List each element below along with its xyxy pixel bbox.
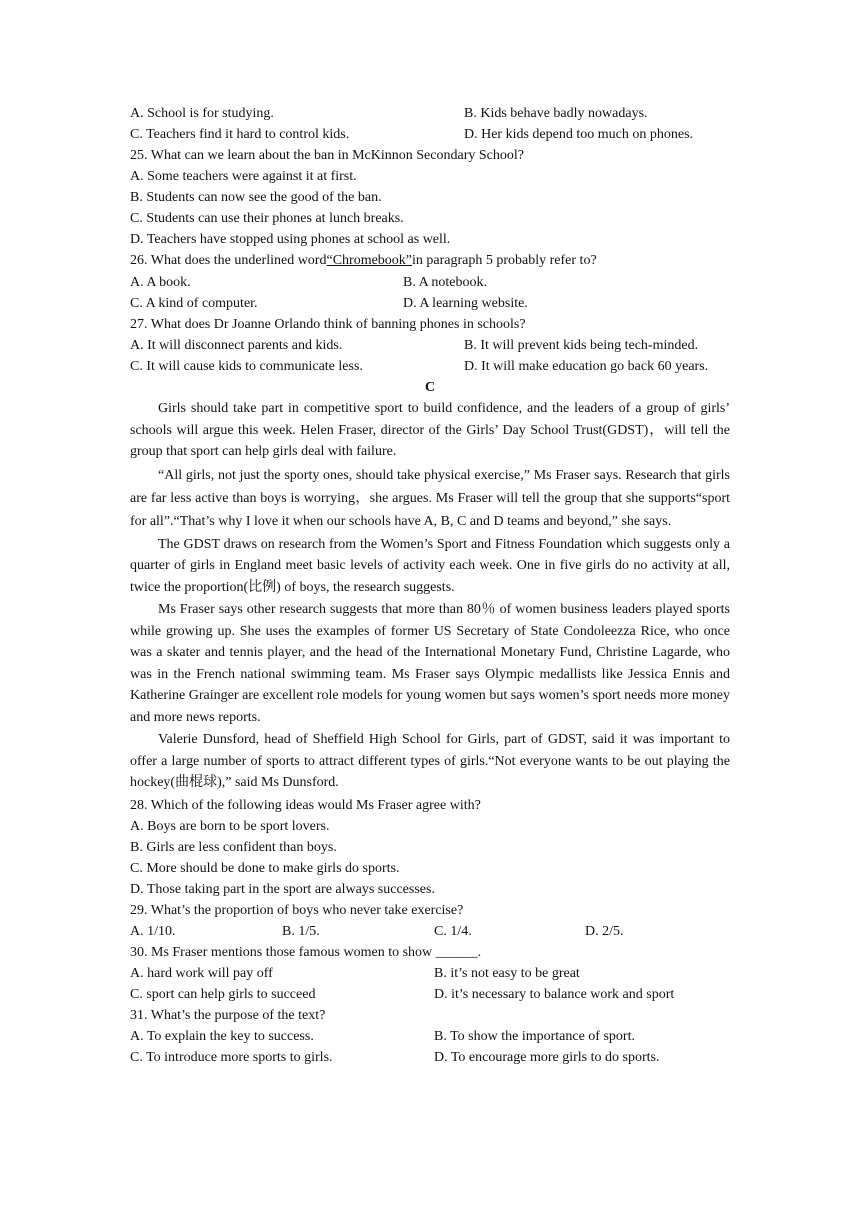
q25-option-c: C. Students can use their phones at lunch breaks. xyxy=(130,211,404,226)
q28-option-d: D. Those taking part in the sport are always successes. xyxy=(130,881,435,897)
q31-options-row-2 xyxy=(130,1047,730,1068)
q25-stem: 25. What can we learn about the ban in McKinnon Secondary School? xyxy=(130,148,524,163)
q24-option-d: D. Her kids depend too much on phones. xyxy=(464,127,694,142)
q24-option-c: C. Teachers find it hard to control kids. xyxy=(130,127,350,142)
q27-option-c: C. It will cause kids to communicate less. xyxy=(130,359,363,374)
section-c-heading: C xyxy=(424,380,436,395)
passage-paragraph-3: The GDST draws on research from the Women’s Sport and Fitness Foundation which suggests only a quarter of girls in England meet basic levels of activity each week. One in five girls do no activity at all, twice the proportion(比例) of boys, the research suggests. xyxy=(130,536,730,595)
q24-option-b: B. Kids behave badly nowadays. xyxy=(464,106,648,121)
q25-option-b: B. Students can now see the good of the ban. xyxy=(130,190,382,205)
q30-options-row-1 xyxy=(130,963,730,984)
q30-option-b: B. it’s not easy to be great xyxy=(434,965,580,981)
q28-option-a: A. Boys are born to be sport lovers. xyxy=(130,818,330,834)
q27-options-row-1 xyxy=(130,335,730,356)
q29-option-a: A. 1/10. xyxy=(130,923,176,939)
passage-paragraph-5: Valerie Dunsford, head of Sheffield High School for Girls, part of GDST, said it was important to offer a large number of sports to attract different types of girls.“Not everyone wants to be out playing the hockey(曲棍球),” said Ms Dunsford. xyxy=(130,732,730,790)
q28-option-b: B. Girls are less confident than boys. xyxy=(130,839,337,855)
q28-stem: 28. Which of the following ideas would Ms Fraser agree with? xyxy=(130,797,481,813)
q31-option-a: A. To explain the key to success. xyxy=(130,1028,314,1044)
q30-stem: 30. Ms Fraser mentions those famous women to show ______. xyxy=(130,944,482,960)
q25-option-a: A. Some teachers were against it at first. xyxy=(130,169,357,184)
q26-underlined-word: “Chromebook” xyxy=(326,253,413,268)
q31-option-c: C. To introduce more sports to girls. xyxy=(130,1049,333,1065)
q26-options-row-1 xyxy=(130,272,730,293)
q29-stem: 29. What’s the proportion of boys who never take exercise? xyxy=(130,902,464,918)
q31-option-b: B. To show the importance of sport. xyxy=(434,1028,635,1044)
q26-option-d: D. A learning website. xyxy=(403,296,528,311)
q26-option-b: B. A notebook. xyxy=(403,275,488,290)
q24-option-a: A. School is for studying. xyxy=(130,106,274,121)
q26-option-c: C. A kind of computer. xyxy=(130,296,258,311)
q27-option-b: B. It will prevent kids being tech-minded. xyxy=(464,338,699,353)
q26-stem-end: in paragraph 5 probably refer to? xyxy=(412,253,597,268)
q29-option-c: C. 1/4. xyxy=(434,923,472,939)
q26-stem-start: 26. What does the underlined word xyxy=(130,253,327,268)
passage-paragraph-4: Ms Fraser says other research suggests that more than 80％ of women business leaders played sports while growing up. She uses the examples of former US Secretary of State Condoleezza Rice, who once was a skater and tennis player, and the head of the International Monetary Fund, Christine Lagarde, who was in the French national swimming team. Ms Fraser says Olympic medallists like Jessica Ennis and Katherine Grainger are excellent role models for young women but says women’s sport needs more money and more news reports. xyxy=(130,602,730,725)
q24-options-row-2 xyxy=(130,124,730,145)
q27-option-a: A. It will disconnect parents and kids. xyxy=(130,338,343,353)
q27-option-d: D. It will make education go back 60 years. xyxy=(464,359,709,374)
q27-options-row-2 xyxy=(130,356,730,377)
q24-options-row-1 xyxy=(130,103,730,124)
q27-stem: 27. What does Dr Joanne Orlando think of banning phones in schools? xyxy=(130,317,526,332)
q30-option-c: C. sport can help girls to succeed xyxy=(130,986,316,1002)
passage-paragraph-1: Girls should take part in competitive sport to build confidence, and the leaders of a group of girls’ schools will argue this week. Helen Fraser, director of the Girls’ Day School Trust(GDST)，will tell the group that sport can help girls deal with failure. xyxy=(130,401,730,459)
q30-option-d: D. it’s necessary to balance work and sport xyxy=(434,986,675,1002)
q25-option-d: D. Teachers have stopped using phones at school as well. xyxy=(130,232,451,247)
exam-content xyxy=(130,103,730,1068)
q26-option-a: A. A book. xyxy=(130,275,191,290)
q26-options-row-2 xyxy=(130,293,730,314)
q26-stem xyxy=(130,250,730,272)
q29-option-b: B. 1/5. xyxy=(282,923,320,939)
q30-options-row-2 xyxy=(130,984,730,1005)
passage-paragraph-2: “All girls, not just the sporty ones, should take physical exercise,” Ms Fraser says. Research that girls are far less active than boys is worrying，she argues. Ms Fraser will tell the group that she supports“sport for all”.“That’s why I love it when our schools have A, B, C and D teams and beyond,” she says. xyxy=(130,467,730,529)
q31-option-d: D. To encourage more girls to do sports. xyxy=(434,1049,660,1065)
q31-options-row-1 xyxy=(130,1026,730,1047)
q29-options-row xyxy=(130,921,730,942)
q30-option-a: A. hard work will pay off xyxy=(130,965,273,981)
q29-option-d: D. 2/5. xyxy=(585,923,624,939)
q28-option-c: C. More should be done to make girls do sports. xyxy=(130,860,400,876)
q31-stem: 31. What’s the purpose of the text? xyxy=(130,1007,326,1023)
